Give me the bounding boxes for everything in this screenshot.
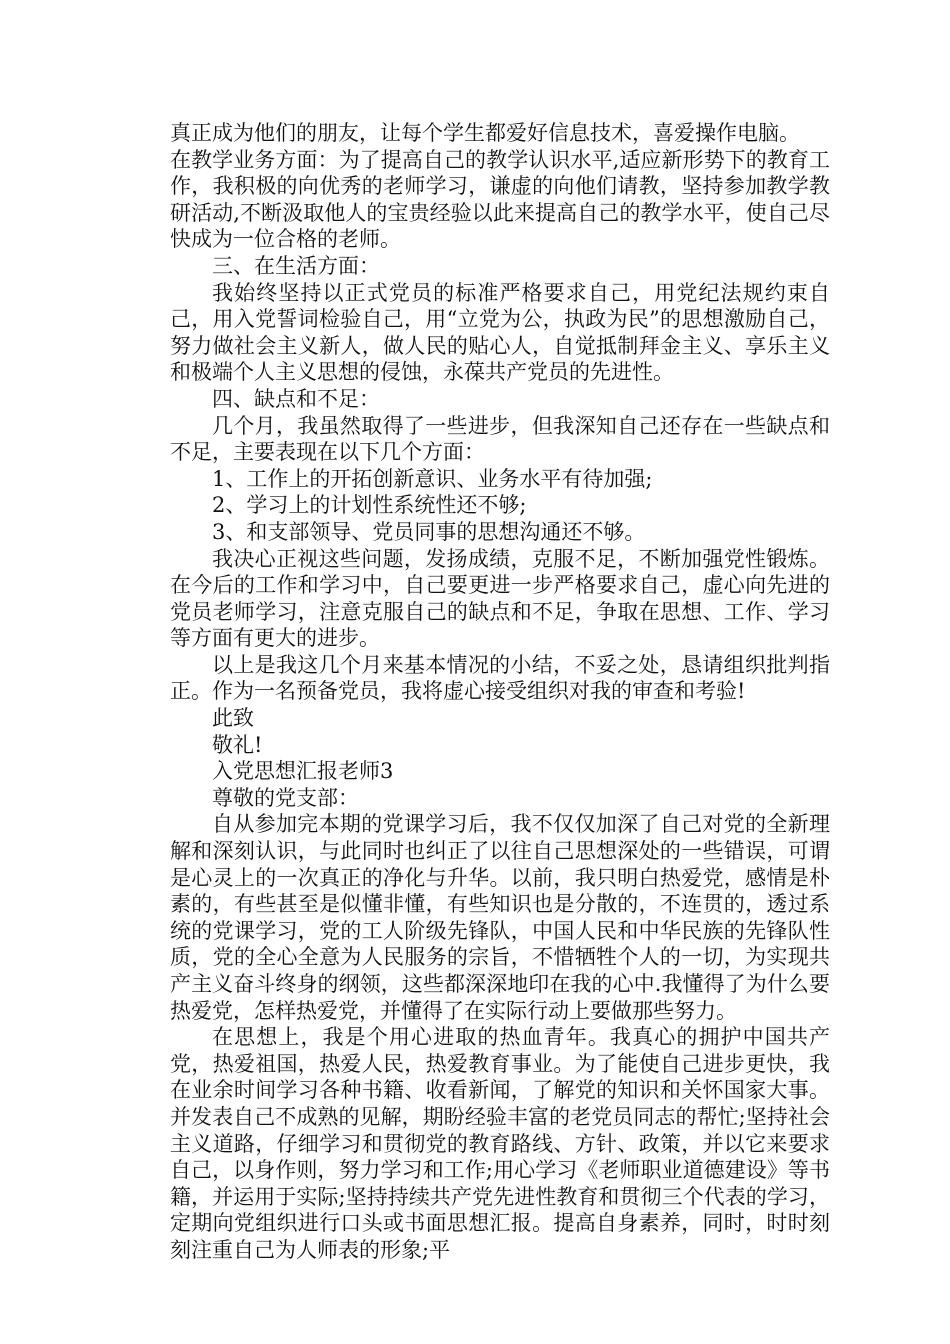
paragraph: 在教学业务方面：为了提高自己的教学认识水平,适应新形势下的教育工作，我积极的向优秀的老师学习，谦虚的向他们请教，坚持参加教学教研活动,不断汲取他人的宝贵经验以此来提高自己的教学水平，使自己尽快成为一位合格的老师。: [170, 147, 830, 252]
paragraph: 真正成为他们的朋友，让每个学生都爱好信息技术，喜爱操作电脑。: [170, 121, 800, 145]
paragraph: 1、工作上的开拓创新意识、业务水平有待加强;: [212, 466, 653, 491]
paragraph: 四、缺点和不足：: [212, 386, 380, 411]
paragraph: 入党思想汇报老师3: [212, 759, 394, 784]
document-body: [170, 120, 830, 1264]
paragraph: 自从参加完本期的党课学习后，我不仅仅加深了自己对党的全新理解和深刻认识，与此同时也纠正了以往自己思想深处的一些错误，可谓是心灵上的一次真正的净化与升华。以前，我只明白热爱党，感情是朴素的，有些甚至是似懂非懂，有些知识也是分散的，不连贯的，透过系统的党课学习，党的工人阶级先锋队，中国人民和中华民族的先锋队性质，党的全心全意为人民服务的宗旨，不惜牺牲个人的一切，为实现共产主义奋斗终身的纲领，这些都深深地印在我的心中.我懂得了为什么要热爱党，怎样热爱党，并懂得了在实际行动上要做那些努力。: [170, 812, 830, 1023]
paragraph: 以上是我这几个月来基本情况的小结，不妥之处，恳请组织批判指正。作为一名预备党员，我将虚心接受组织对我的审查和考验!: [170, 652, 830, 704]
paragraph: 我始终坚持以正式党员的标准严格要求自己，用党纪法规约束自己，用入党誓词检验自己，用“立党为公，执政为民”的思想激励自己，努力做社会主义新人，做人民的贴心人，自觉抵制拜金主义、享乐主义和极端个人主义思想的侵蚀，永葆共产党员的先进性。: [170, 280, 830, 385]
paragraph: 3、和支部领导、党员同事的思想沟通还不够。: [212, 519, 646, 544]
paragraph: 敬礼!: [212, 732, 263, 757]
paragraph: 在思想上，我是个用心进取的热血青年。我真心的拥护中国共产党，热爱祖国，热爱人民，热爱教育事业。为了能使自己进步更快，我在业余时间学习各种书籍、收看新闻，了解党的知识和关怀国家大事。并发表自己不成熟的见解，期盼经验丰富的老党员同志的帮忙;坚持社会主义道路，仔细学习和贯彻党的教育路线、方针、政策，并以它来要求自己，以身作则，努力学习和工作;用心学习《老师职业道德建设》等书籍，并运用于实际;坚持持续共产党先进性教育和贯彻三个代表的学习，定期向党组织进行口头或书面思想汇报。提高自身素养，同时，时时刻刻注重自己为人师表的形象;平: [170, 1025, 830, 1262]
paragraph: 此致: [212, 706, 254, 731]
paragraph: 三、在生活方面：: [212, 253, 380, 278]
paragraph: 我决心正视这些问题，发扬成绩，克服不足，不断加强党性锻炼。在今后的工作和学习中，自己要更进一步严格要求自己，虚心向先进的党员老师学习，注意克服自己的缺点和不足，争取在思想、工作、学习等方面有更大的进步。: [170, 546, 830, 651]
paragraph: 尊敬的党支部：: [212, 785, 359, 810]
paragraph: 几个月，我虽然取得了一些进步，但我深知自己还存在一些缺点和不足，主要表现在以下几个方面：: [170, 413, 830, 465]
paragraph: 2、学习上的计划性系统性还不够;: [212, 493, 527, 518]
